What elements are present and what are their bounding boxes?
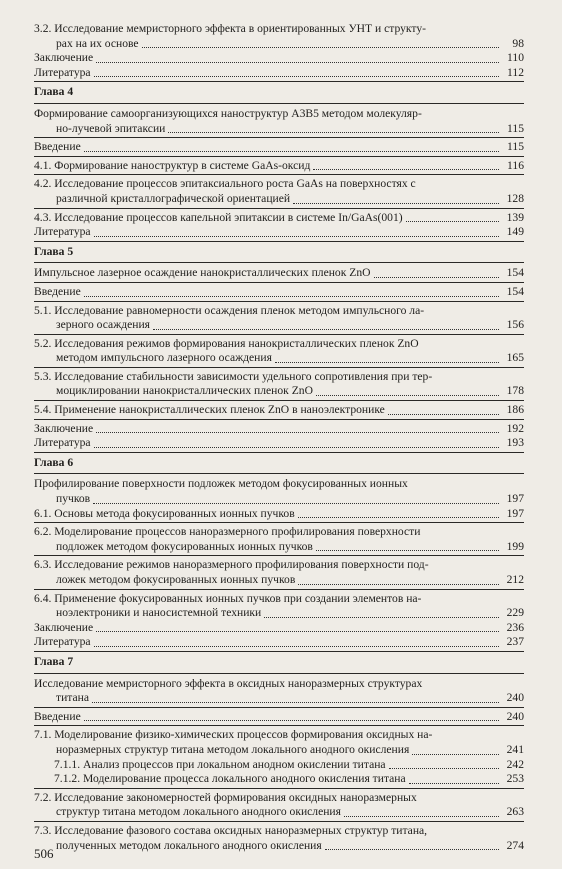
- toc-entry[interactable]: [34, 140, 524, 157]
- toc-entry-text: 4.1. Формирование наноструктур в системе GaAs-оксид: [34, 158, 311, 172]
- dot-leader: [313, 168, 499, 170]
- toc-page-number: 253: [506, 772, 524, 786]
- toc-entry-text: Введение: [34, 284, 81, 298]
- toc-entry-text: 6.3. Исследование режимов наноразмерного профилирования поверхности под-: [34, 558, 429, 572]
- toc-entry[interactable]: [34, 422, 524, 437]
- toc-entry[interactable]: [34, 635, 524, 652]
- chapter-heading: Глава 4: [34, 85, 524, 104]
- toc-page-number: 112: [507, 65, 524, 79]
- toc-page-number: 274: [506, 838, 524, 852]
- toc-entry-text: Заключение: [34, 421, 94, 435]
- toc-page-number: 154: [506, 284, 524, 298]
- toc-entry-text: подложек методом фокусированных ионных пучков: [56, 539, 313, 553]
- toc-page-number: 115: [507, 121, 524, 135]
- toc-page-number: 149: [506, 225, 524, 239]
- dot-leader: [406, 220, 499, 222]
- dot-leader: [412, 753, 499, 755]
- toc-entry[interactable]: [34, 558, 524, 589]
- toc-entry[interactable]: [34, 507, 524, 524]
- dot-leader: [153, 328, 499, 330]
- toc-entry[interactable]: [34, 66, 524, 83]
- toc-entry-text: Литература: [34, 436, 91, 450]
- toc-entry-text: 6.1. Основы метода фокусированных ионных пучков: [34, 506, 295, 520]
- toc-page-number: 241: [506, 742, 524, 756]
- toc-entry[interactable]: [34, 211, 524, 226]
- dot-leader: [94, 645, 499, 647]
- toc-page-number: 154: [506, 266, 524, 280]
- toc-entry-text: 7.3. Исследование фазового состава оксидных наноразмерных структур титана,: [34, 823, 428, 837]
- toc-entry[interactable]: [34, 525, 524, 556]
- toc-entry[interactable]: [34, 337, 524, 368]
- dot-leader: [84, 719, 499, 721]
- table-of-contents: [34, 22, 524, 853]
- dot-leader: [264, 616, 499, 618]
- dot-leader: [374, 276, 499, 278]
- toc-entry-text: пучков: [56, 492, 91, 506]
- toc-entry-text: Литература: [34, 635, 91, 649]
- dot-leader: [325, 848, 499, 850]
- dot-leader: [84, 150, 499, 152]
- toc-entry[interactable]: [34, 285, 524, 302]
- dot-leader: [316, 394, 499, 396]
- toc-entry[interactable]: [34, 177, 524, 208]
- toc-entry-text: 7.2. Исследование закономерностей формирования оксидных наноразмерных: [34, 790, 417, 804]
- toc-page-number: 186: [506, 403, 524, 417]
- toc-entry[interactable]: [34, 403, 524, 420]
- toc-page-number: 197: [506, 506, 524, 520]
- toc-entry[interactable]: [34, 758, 524, 773]
- toc-page-number: 115: [507, 140, 524, 154]
- dot-leader: [96, 61, 499, 63]
- toc-entry[interactable]: [34, 436, 524, 453]
- toc-entry[interactable]: [34, 791, 524, 822]
- toc-entry-text: 4.2. Исследование процессов эпитаксиального роста GaAs на поверхностях с: [34, 177, 416, 191]
- toc-entry[interactable]: [34, 51, 524, 66]
- toc-entry-text: 6.2. Моделирование процессов наноразмерного профилирования поверхности: [34, 525, 421, 539]
- dot-leader: [275, 361, 499, 363]
- toc-entry-text: Исследование мемристорного эффекта в оксидных наноразмерных структурах: [34, 676, 423, 690]
- toc-page-number: 165: [506, 351, 524, 365]
- toc-entry-text: 4.3. Исследование процессов капельной эпитаксии в системе In/GaAs(001): [34, 210, 403, 224]
- toc-page-number: 110: [507, 51, 524, 65]
- toc-entry[interactable]: [34, 22, 524, 51]
- toc-entry[interactable]: [34, 225, 524, 242]
- toc-page-number: 178: [506, 384, 524, 398]
- toc-page-number: 229: [506, 606, 524, 620]
- dot-leader: [94, 446, 499, 448]
- toc-entry-text: 3.2. Исследование мемристорного эффекта в ориентированных УНТ и структу-: [34, 22, 426, 35]
- chapter-heading: Глава 5: [34, 245, 524, 264]
- toc-page-number: 116: [507, 158, 524, 172]
- dot-leader: [316, 549, 499, 551]
- toc-page-number: 98: [512, 36, 524, 50]
- toc-page-number: 139: [506, 210, 524, 224]
- toc-page-number: 192: [506, 421, 524, 435]
- toc-entry[interactable]: [34, 266, 524, 283]
- toc-entry-text: структур титана методом локального анодного окисления: [56, 805, 341, 819]
- toc-entry[interactable]: [34, 824, 524, 853]
- toc-page-number: 199: [506, 539, 524, 553]
- toc-entry-text: ноэлектроники и наносистемной техники: [56, 606, 262, 620]
- toc-entry-text: Импульсное лазерное осаждение нанокристаллических пленок ZnO: [34, 266, 371, 280]
- dot-leader: [96, 630, 499, 632]
- dot-leader: [168, 131, 499, 133]
- toc-entry[interactable]: [34, 728, 524, 757]
- toc-entry[interactable]: [34, 710, 524, 727]
- dot-leader: [84, 295, 499, 297]
- toc-page-number: 237: [506, 635, 524, 649]
- dot-leader: [293, 202, 499, 204]
- toc-entry[interactable]: [34, 677, 524, 708]
- dot-leader: [409, 782, 499, 784]
- toc-entry-text: Формирование самоорганизующихся наноструктур A3B5 методом молекуляр-: [34, 106, 422, 120]
- toc-entry[interactable]: [34, 621, 524, 636]
- toc-entry-text: 7.1. Моделирование физико-химических процессов формирования оксидных на-: [34, 728, 433, 742]
- toc-entry-text: различной кристаллографической ориентацией: [56, 191, 291, 205]
- toc-entry-text: 7.1.1. Анализ процессов при локальном анодном окислении титана: [54, 757, 386, 771]
- dot-leader: [388, 413, 499, 415]
- toc-page-number: 156: [506, 318, 524, 332]
- toc-entry[interactable]: [34, 772, 524, 789]
- toc-page-number: 263: [506, 805, 524, 819]
- toc-entry-text: но-лучевой эпитаксии: [56, 121, 166, 135]
- dot-leader: [142, 46, 499, 48]
- toc-entry-text: рах на их основе: [56, 36, 139, 50]
- toc-entry-text: 5.1. Исследование равномерности осаждения пленок методом импульсного ла-: [34, 303, 425, 317]
- dot-leader: [94, 75, 499, 77]
- toc-page-number: 236: [506, 620, 524, 634]
- toc-entry[interactable]: [34, 477, 524, 506]
- toc-page-number: 128: [506, 191, 524, 205]
- toc-entry-text: Заключение: [34, 51, 94, 65]
- toc-page-number: 240: [506, 691, 524, 705]
- toc-page-number: 212: [506, 573, 524, 586]
- toc-page-number: 197: [506, 492, 524, 506]
- toc-page-number: 240: [506, 709, 524, 723]
- toc-entry-text: 6.4. Применение фокусированных ионных пучков при создании элементов на-: [34, 591, 422, 605]
- toc-entry-text: 7.1.2. Моделирование процесса локального анодного окисления титана: [54, 772, 406, 786]
- toc-page-number: 193: [506, 436, 524, 450]
- dot-leader: [92, 701, 499, 703]
- toc-entry[interactable]: [34, 107, 524, 138]
- dot-leader: [94, 235, 499, 237]
- toc-entry-text: Профилирование поверхности подложек методом фокусированных ионных: [34, 477, 408, 491]
- toc-entry-text: полученных методом локального анодного окисления: [56, 838, 322, 852]
- dot-leader: [344, 815, 499, 817]
- dot-leader: [93, 502, 499, 504]
- toc-entry-text: 5.3. Исследование стабильности зависимости удельного сопротивления при тер-: [34, 369, 433, 383]
- toc-entry-text: моциклировании нанокристаллических пленок ZnO: [56, 384, 313, 398]
- toc-entry[interactable]: [34, 304, 524, 335]
- toc-entry-text: зерного осаждения: [56, 318, 151, 332]
- toc-entry-text: Литература: [34, 65, 91, 79]
- toc-entry[interactable]: [34, 592, 524, 621]
- dot-leader: [389, 767, 499, 769]
- dot-leader: [298, 583, 499, 585]
- chapter-heading: Глава 6: [34, 456, 524, 475]
- dot-leader: [96, 431, 499, 433]
- toc-entry-text: норазмерных структур титана методом локального анодного окисления: [56, 742, 410, 756]
- toc-entry-text: 5.4. Применение нанокристаллических пленок ZnO в наноэлектронике: [34, 403, 385, 417]
- toc-entry-text: Заключение: [34, 620, 94, 634]
- toc-entry-text: ложек методом фокусированных ионных пучков: [56, 573, 296, 586]
- toc-entry-text: методом импульсного лазерного осаждения: [56, 351, 272, 365]
- toc-page-number: 242: [506, 757, 524, 771]
- toc-entry[interactable]: [34, 370, 524, 401]
- toc-entry-text: Литература: [34, 225, 91, 239]
- toc-entry-text: Введение: [34, 709, 81, 723]
- toc-entry-text: титана: [56, 691, 89, 705]
- toc-entry-text: Введение: [34, 140, 81, 154]
- page-number: 506: [34, 846, 54, 861]
- dot-leader: [298, 516, 499, 518]
- toc-entry-text: 5.2. Исследования режимов формирования нанокристаллических пленок ZnO: [34, 336, 419, 350]
- toc-entry[interactable]: [34, 159, 524, 176]
- chapter-heading: Глава 7: [34, 655, 524, 674]
